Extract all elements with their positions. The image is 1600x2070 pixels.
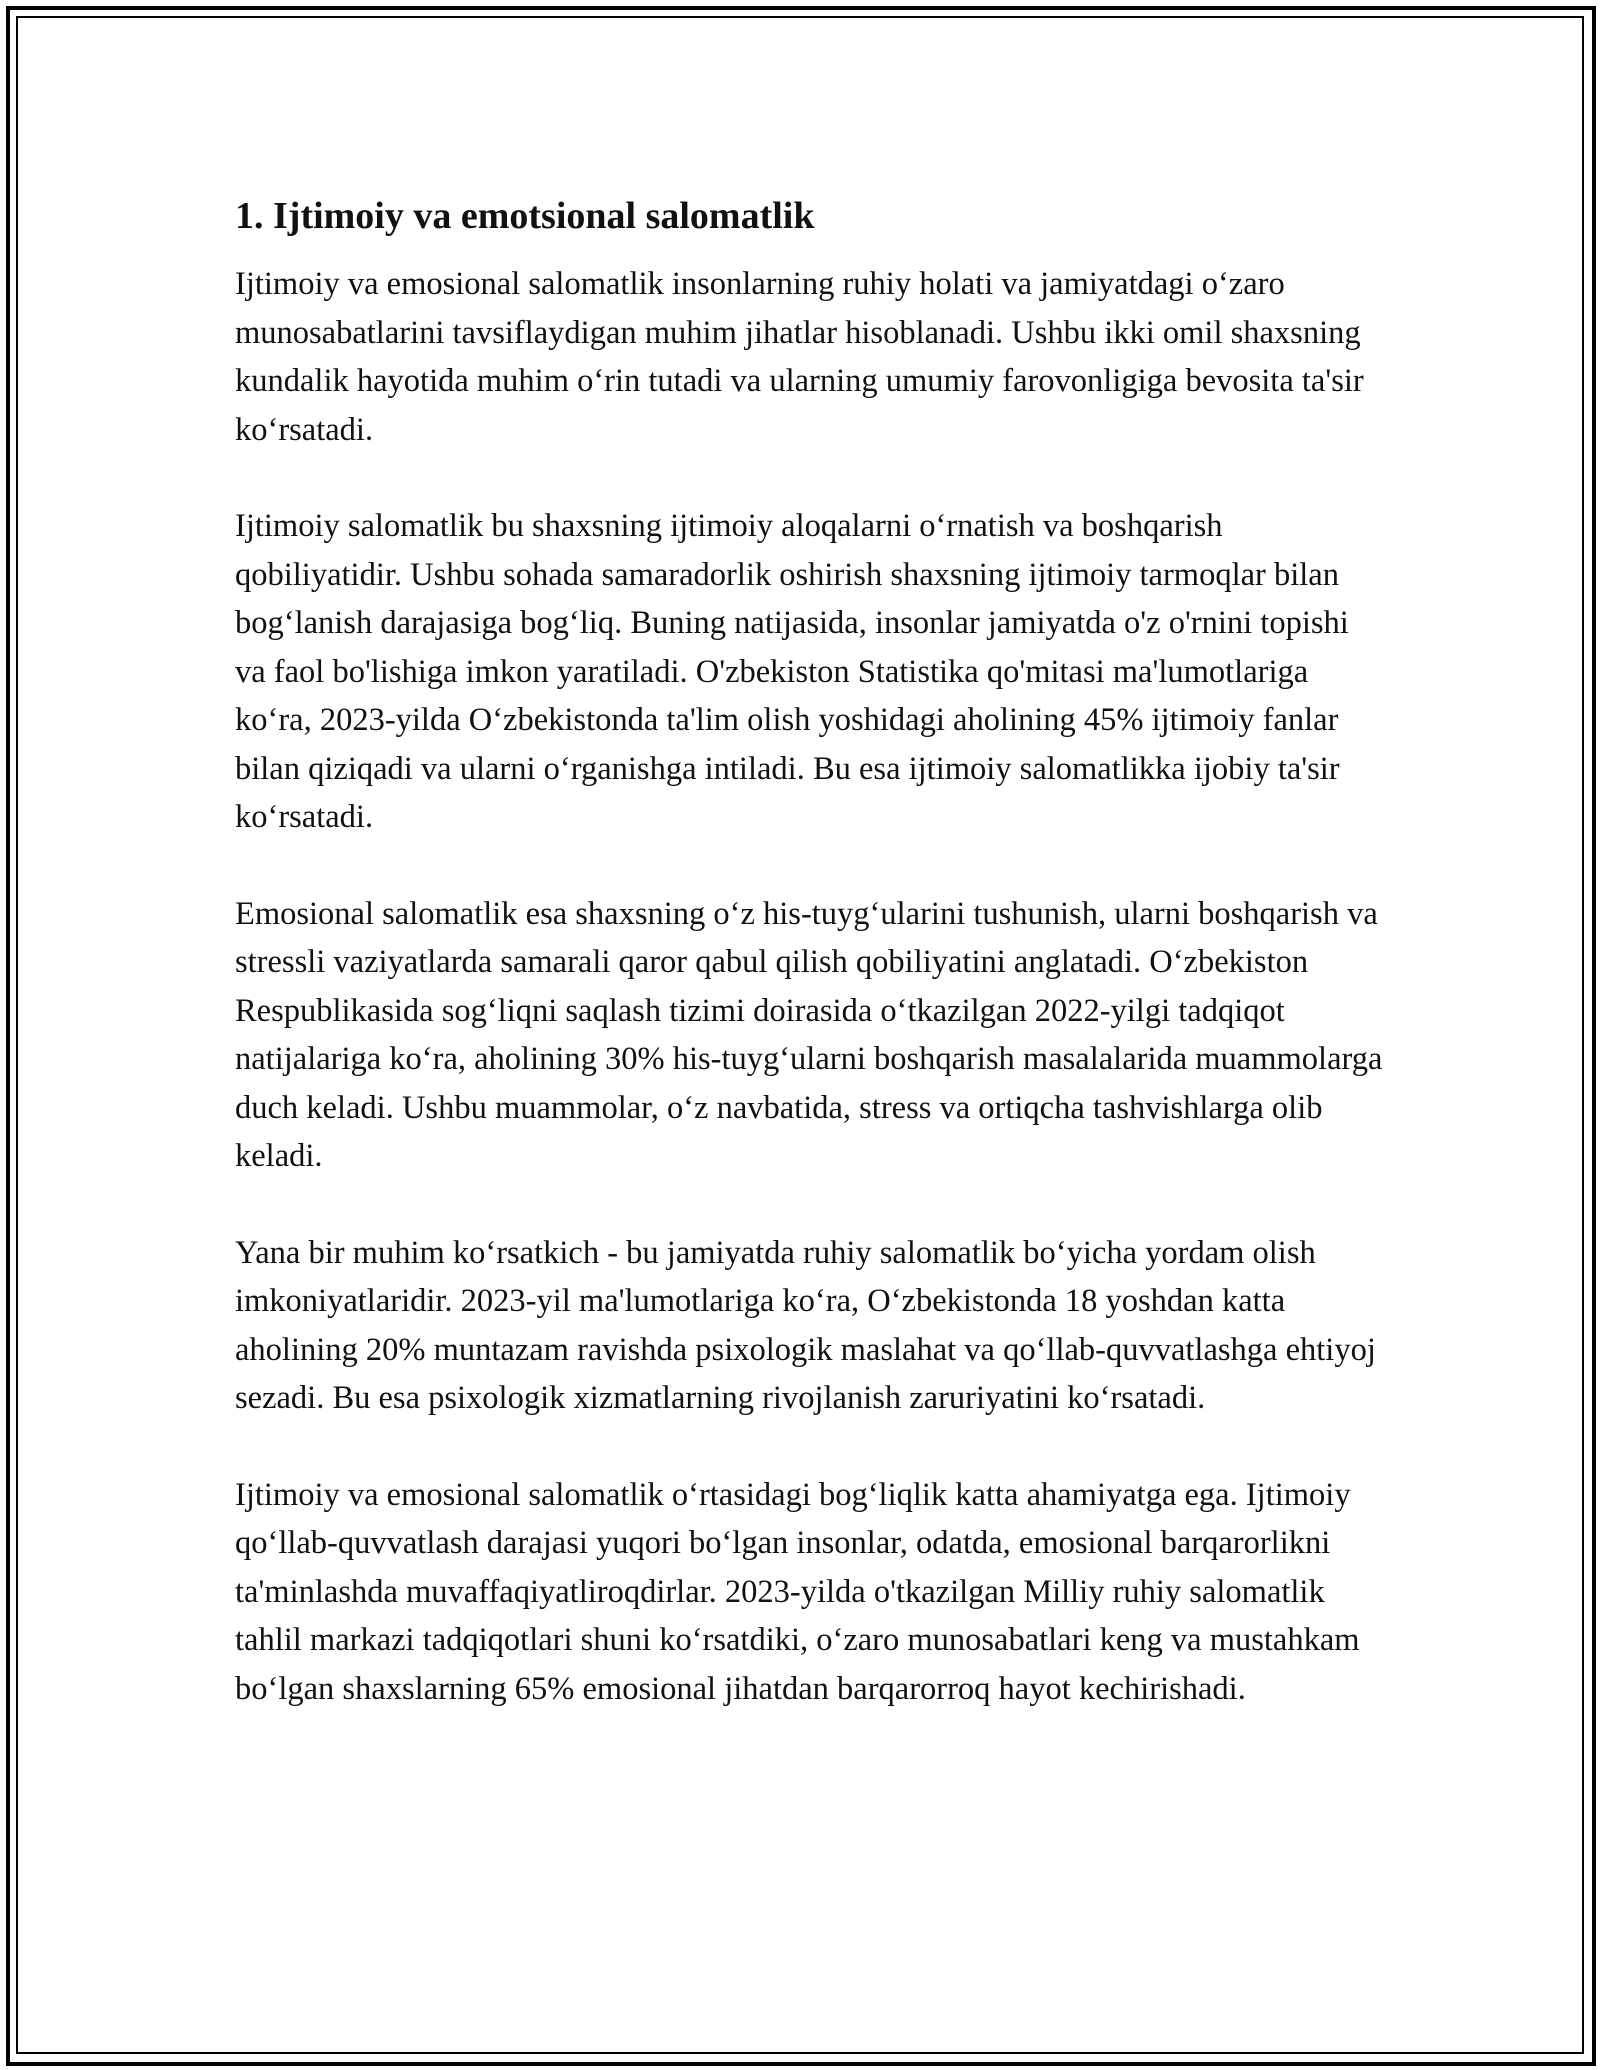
section-heading: 1. Ijtimoiy va emotsional salomatlik <box>235 195 815 237</box>
document-body <box>235 180 1385 1761</box>
paragraph-mental-support: Yana bir muhim ko‘rsatkich - bu jamiyatda ruhiy salomatlik bo‘yicha yordam olish imkoniyatlaridir. 2023-yil ma'lumotlariga ko‘ra, O‘zbekistonda 18 yoshdan katta aholining 20% muntazam ravishda psixologik maslahat va qo‘llab-quvvatlashga ehtiyoj sezadi. Bu esa psixologik xizmatlarning rivojlanish zaruriyatini ko‘rsatadi. <box>235 1234 1376 1416</box>
paragraph-emotional-health: Emosional salomatlik esa shaxsning o‘z his-tuyg‘ularini tushunish, ularni boshqarish va stressli vaziyatlarda samarali qaror qabul qilish qobiliyatini anglatadi. O‘zbekiston Respublikasida sog‘liqni saqlash tizimi doirasida o‘tkazilgan 2022-yilgi tadqiqot natijalariga ko‘ra, aholining 30% his-tuyg‘ularni boshqarish masalalarida muammolarga duch keladi. Ushbu muammolar, o‘z navbatida, stress va ortiqcha tashvishlarga olib keladi. <box>235 895 1383 1174</box>
paragraph-relationship: Ijtimoiy va emosional salomatlik o‘rtasidagi bog‘liqlik katta ahamiyatga ega. Ijtimoiy qo‘llab-quvvatlash darajasi yuqori bo‘lgan insonlar, odatda, emosional barqarorlikni ta'minlashda muvaffaqiyatliroqdirlar. 2023-yilda o'tkazilgan Milliy ruhiy salomatlik tahlil markazi tadqiqotlari shuni ko‘rsatdiki, o‘zaro munosabatlari keng va mustahkam bo‘lgan shaxslarning 65% emosional jihatdan barqarorroq hayot kechirishadi. <box>235 1476 1360 1707</box>
paragraph-social-health: Ijtimoiy salomatlik bu shaxsning ijtimoiy aloqalarni o‘rnatish va boshqarish qobiliyatidir. Ushbu sohada samaradorlik oshirish shaxsning ijtimoiy tarmoqlar bilan bog‘lanish darajasiga bog‘liq. Buning natijasida, insonlar jamiyatda o'z o'rnini topishi va faol bo'lishiga imkon yaratiladi. O'zbekiston Statistika qo'mitasi ma'lumotlariga ko‘ra, 2023-yilda O‘zbekistonda ta'lim olish yoshidagi aholining 45% ijtimoiy fanlar bilan qiziqadi va ularni o‘rganishga intiladi. Bu esa ijtimoiy salomatlikka ijobiy ta'sir ko‘rsatadi. <box>235 508 1349 835</box>
paragraph-intro: Ijtimoiy va emosional salomatlik insonlarning ruhiy holati va jamiyatdagi o‘zaro munosabatlarini tavsiflaydigan muhim jihatlar hisoblanadi. Ushbu ikki omil shaxsning kundalik hayotida muhim o‘rin tutadi va ularning umumiy farovonligiga bevosita ta'sir ko‘rsatadi. <box>235 266 1364 448</box>
